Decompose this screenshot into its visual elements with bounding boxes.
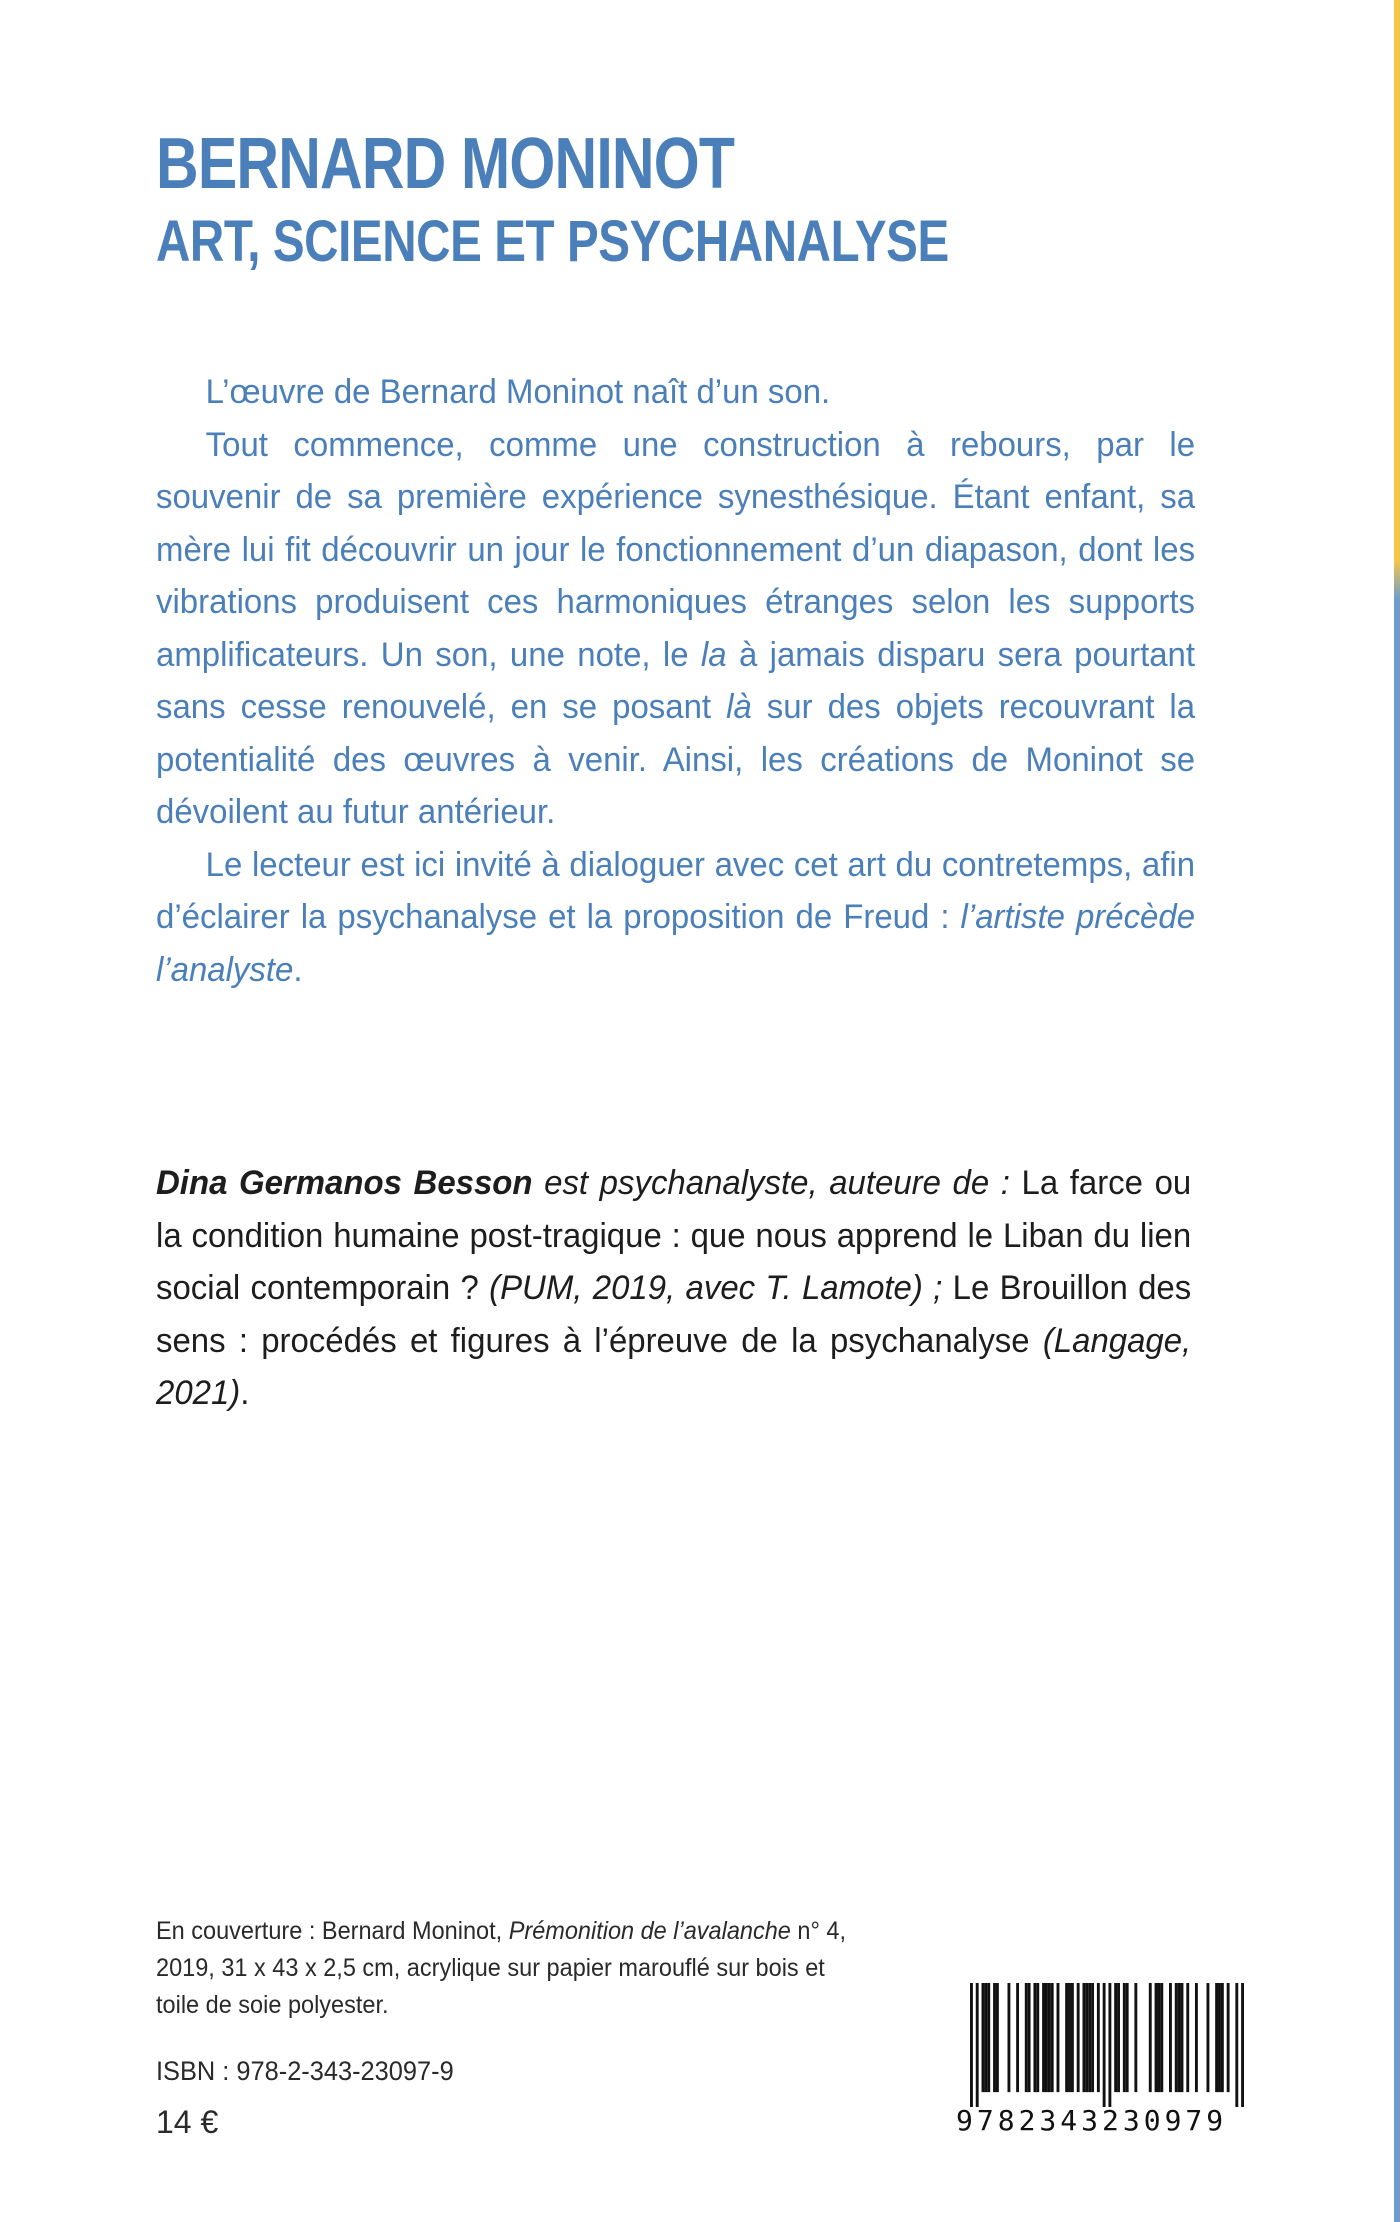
- barcode-bar: [1181, 1983, 1184, 2092]
- barcode-bar: [1227, 1983, 1230, 2092]
- book-title: [156, 124, 976, 276]
- title-author: BERNARD MONINOT: [156, 124, 735, 204]
- summary-text: sur des objets recouvrant la potentialité des œuvres à venir. Ainsi, les créations de Moninot se dévoilent au futur antérieur.: [156, 688, 1196, 831]
- barcode-bar: [1123, 1983, 1126, 2092]
- barcode-bar: [1042, 1983, 1045, 2092]
- author-book-1-publisher: (PUM, 2019, avec T. Lamote) ;: [478, 1269, 943, 1307]
- barcode-bar: [1241, 1983, 1244, 2107]
- price: 14 €: [156, 2104, 219, 2140]
- cover-credit-prefix: En couverture : Bernard Moninot,: [156, 1917, 509, 1945]
- author-intro: est psychanalyste, auteure de :: [532, 1164, 1010, 1202]
- summary-italic: la: [700, 635, 727, 674]
- barcode-bar: [1207, 1983, 1210, 2092]
- barcode-bar: [1025, 1983, 1028, 2092]
- back-cover-summary: [156, 366, 1195, 996]
- barcode-bar: [1097, 1983, 1100, 2092]
- summary-text: L’œuvre de Bernard Moninot naît d’un son.: [205, 373, 831, 411]
- barcode-bar: [1016, 1983, 1019, 2092]
- barcode-bar: [984, 1983, 987, 2092]
- barcode-bar: [1103, 1983, 1106, 2107]
- barcode-bar: [1057, 1983, 1060, 2092]
- barcode-bar: [996, 1983, 999, 2092]
- summary-text: Le lecteur est ici invité à dialoguer avec cet art du contretemps, afin d’éclairer la psychanalyse et la proposition de Freud :: [156, 845, 1196, 936]
- barcode-bar: [1235, 1983, 1238, 2107]
- barcode-bar: [1218, 1983, 1221, 2092]
- barcode-bar: [1160, 1983, 1163, 2092]
- spine-color-strip: [1394, 0, 1400, 2222]
- isbn: ISBN : 978-2-343-23097-9: [156, 2056, 454, 2086]
- cover-work-title: Prémonition de l’avalanche: [508, 1917, 791, 1945]
- summary-text: à jamais disparu sera pourtant sans cesse renouvelé, en se posant: [156, 635, 1196, 726]
- summary-text: .: [293, 950, 303, 989]
- barcode-bar: [1134, 1983, 1137, 2092]
- author-bio: [156, 1157, 1191, 1420]
- barcode-bar: [1051, 1983, 1054, 2092]
- summary-italic: l’artiste précède l’analyste: [156, 898, 1196, 989]
- barcode-bar: [1157, 1983, 1160, 2092]
- barcode-bar: [1195, 1983, 1198, 2092]
- barcode-bar: [1085, 1983, 1088, 2092]
- barcode-bar: [1126, 1983, 1129, 2092]
- barcode-bar: [1215, 1983, 1218, 2092]
- barcode-bar: [1071, 1983, 1074, 2092]
- barcode-bar: [1082, 1983, 1085, 2092]
- author-book-2-publisher: (Langage, 2021): [156, 1321, 1192, 1412]
- barcode-bar: [1028, 1983, 1031, 2092]
- barcode-bar: [993, 1983, 996, 2092]
- barcode-bar: [1186, 1983, 1189, 2092]
- summary-text: Tout commence, comme une construction à rebours, par le souvenir de sa première expérience synesthésique. Étant enfant, sa mère lui fit découvrir un jour le fonctionnement d’un diapason, dont les vibrations produisent ces harmoniques étranges selon les supports amplificateurs. Un son, une note, le: [156, 425, 1196, 674]
- barcode-bars: [970, 1983, 1244, 2107]
- barcode-bar: [1169, 1983, 1172, 2092]
- summary-paragraph-3: [156, 839, 1195, 997]
- barcode-bar: [1175, 1983, 1178, 2092]
- barcode-bar: [1065, 1983, 1068, 2092]
- summary-italic: là: [726, 688, 752, 726]
- barcode-bar: [987, 1983, 990, 2092]
- summary-paragraph-1: [156, 366, 1195, 419]
- barcode-bar: [1068, 1983, 1071, 2092]
- barcode-bar: [1221, 1983, 1224, 2092]
- barcode-bar: [1033, 1983, 1036, 2092]
- title-subtitle: ART, SCIENCE ET PSYCHANALYSE: [156, 209, 949, 274]
- barcode-bar: [1117, 1983, 1120, 2092]
- barcode: [956, 1983, 1246, 2139]
- barcode-bar: [1007, 1983, 1010, 2092]
- barcode-bar: [1108, 1983, 1111, 2107]
- author-bio-end: .: [240, 1374, 250, 1412]
- barcode-bar: [1036, 1983, 1039, 2092]
- summary-paragraph-2: [156, 419, 1195, 839]
- barcode-digits: 9782343230979: [956, 2104, 1228, 2137]
- cover-credit: [156, 1913, 870, 2024]
- author-name: Dina Germanos Besson: [156, 1164, 533, 1202]
- barcode-bar: [1155, 1983, 1158, 2092]
- author-book-2: Le Brouillon des sens : procédés et figures à l’épreuve de la psychanalyse: [156, 1269, 1192, 1360]
- barcode-bar: [1045, 1983, 1048, 2092]
- barcode-bar: [982, 1983, 985, 2092]
- author-book-1: La farce ou la condition humaine post-tragique : que nous apprend le Liban du lien social contemporain ?: [156, 1164, 1192, 1307]
- barcode-bar: [1178, 1983, 1181, 2092]
- cover-credit-details: n° 4, 2019, 31 x 43 x 2,5 cm, acrylique sur papier marouflé sur bois et toile de soie polyester.: [156, 1917, 847, 2019]
- barcode-bar: [1149, 1983, 1152, 2092]
- barcode-bar: [1048, 1983, 1051, 2092]
- barcode-bar: [1114, 1983, 1117, 2092]
- barcode-bar: [1088, 1983, 1091, 2092]
- barcode-bar: [976, 1983, 979, 2107]
- barcode-bar: [1077, 1983, 1080, 2092]
- barcode-bar: [970, 1983, 973, 2107]
- barcode-bar: [1091, 1983, 1094, 2092]
